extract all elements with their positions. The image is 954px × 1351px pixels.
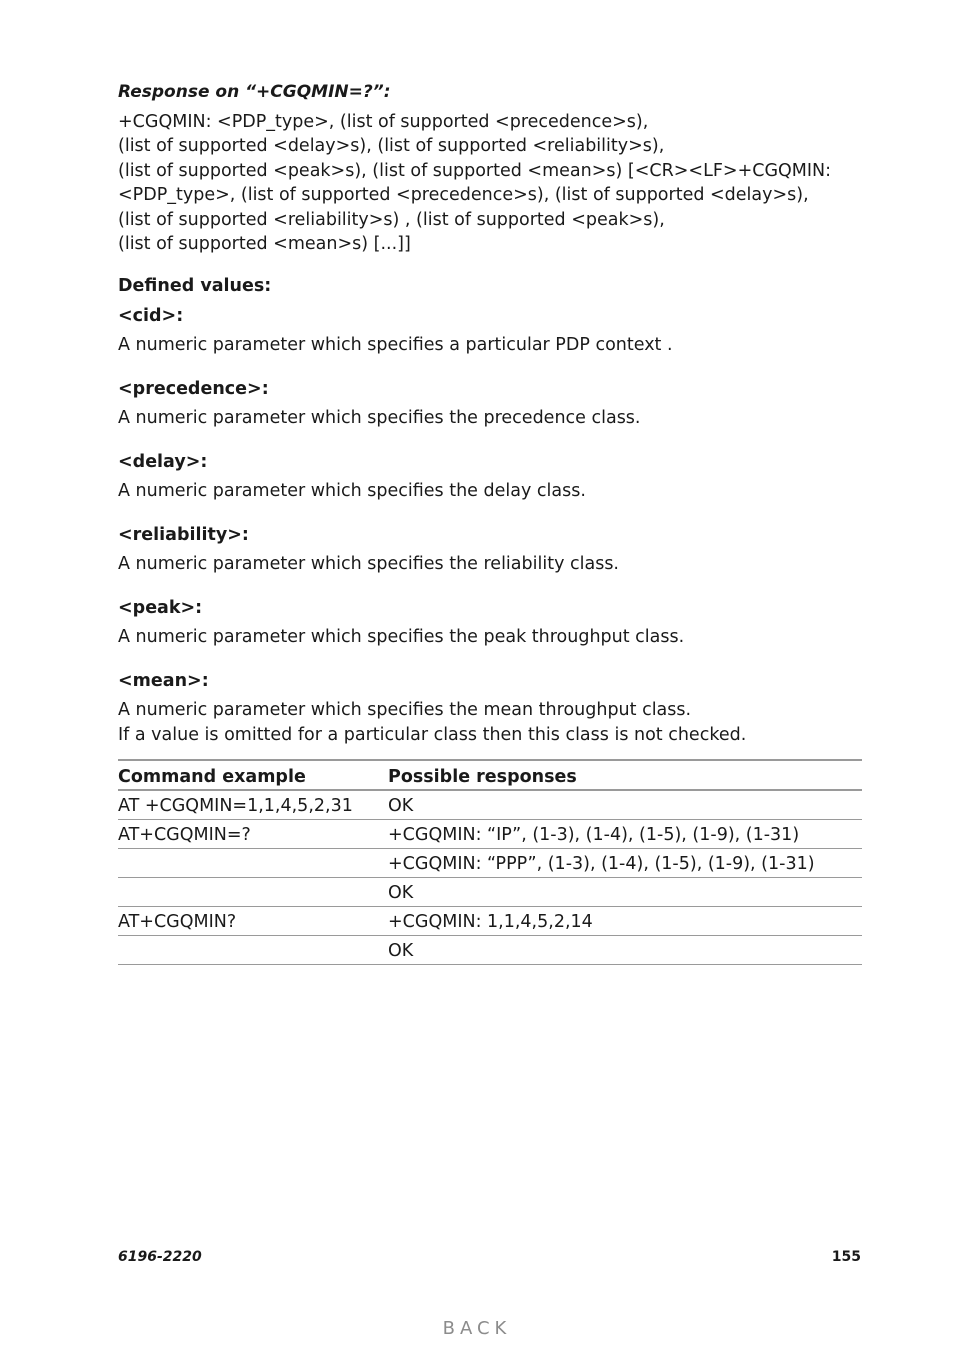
response-line: <PDP_type>, (list of supported <precedence>s), (list of supported <delay>s), xyxy=(118,185,809,206)
param-precedence xyxy=(118,377,862,431)
param-description: A numeric parameter which specifies the precedence class. xyxy=(118,408,641,429)
page-content xyxy=(118,80,862,965)
response-line: +CGQMIN: <PDP_type>, (list of supported <precedence>s), xyxy=(118,112,649,132)
param-note: If a value is omitted for a particular class then this class is not checked. xyxy=(118,725,747,746)
response-cell: OK xyxy=(388,878,862,907)
document-number: 6196-2220 xyxy=(118,1249,202,1265)
param-description: A numeric parameter which specifies the delay class. xyxy=(118,481,586,502)
command-cell: AT+CGQMIN? xyxy=(118,907,388,936)
table-row xyxy=(118,936,862,965)
param-reliability xyxy=(118,523,862,577)
response-heading: Response on “+CGQMIN=?”: xyxy=(118,82,391,102)
table-row xyxy=(118,878,862,907)
page-number: 155 xyxy=(831,1249,861,1265)
response-line: (list of supported <delay>s), (list of supported <reliability>s), xyxy=(118,136,665,157)
param-mean xyxy=(118,669,862,748)
command-cell: AT +CGQMIN=1,1,4,5,2,31 xyxy=(118,790,388,820)
command-cell: AT+CGQMIN=? xyxy=(118,820,388,849)
command-cell xyxy=(118,878,388,907)
response-cell: +CGQMIN: 1,1,4,5,2,14 xyxy=(388,907,862,936)
param-description: A numeric parameter which specifies the mean throughput class. xyxy=(118,700,692,721)
table-row xyxy=(118,907,862,936)
response-line: (list of supported <reliability>s) , (list of supported <peak>s), xyxy=(118,209,665,230)
column-header-responses: Possible responses xyxy=(388,760,862,790)
response-cell: +CGQMIN: “PPP”, (1-3), (1-4), (1-5), (1-9), (1-31) xyxy=(388,849,862,878)
param-name: <peak>: xyxy=(118,598,203,619)
response-line: (list of supported <mean>s) [...]] xyxy=(118,234,411,255)
param-name: <mean>: xyxy=(118,671,209,692)
param-name: <delay>: xyxy=(118,452,208,473)
param-description: A numeric parameter which specifies the reliability class. xyxy=(118,554,619,575)
param-delay xyxy=(118,450,862,504)
response-line: (list of supported <peak>s), (list of supported <mean>s) [<CR><LF>+CGQMIN: xyxy=(118,160,832,181)
table-header-row xyxy=(118,760,862,790)
command-cell xyxy=(118,849,388,878)
back-link[interactable]: BACK xyxy=(442,1318,512,1339)
response-syntax xyxy=(118,110,862,256)
param-cid xyxy=(118,304,862,358)
command-example-table xyxy=(118,759,862,965)
response-cell: +CGQMIN: “IP”, (1-3), (1-4), (1-5), (1-9), (1-31) xyxy=(388,820,862,849)
response-cell: OK xyxy=(388,790,862,820)
table-row xyxy=(118,790,862,820)
param-description: A numeric parameter which specifies the peak throughput class. xyxy=(118,627,685,648)
table-row xyxy=(118,820,862,849)
defined-values-heading: Defined values: xyxy=(118,276,272,297)
column-header-command: Command example xyxy=(118,760,388,790)
param-description: A numeric parameter which specifies a particular PDP context . xyxy=(118,335,673,356)
param-peak xyxy=(118,596,862,650)
response-cell: OK xyxy=(388,936,862,965)
table-row xyxy=(118,849,862,878)
param-name: <reliability>: xyxy=(118,525,249,546)
param-name: <precedence>: xyxy=(118,379,269,400)
param-name: <cid>: xyxy=(118,306,184,327)
command-cell xyxy=(118,936,388,965)
